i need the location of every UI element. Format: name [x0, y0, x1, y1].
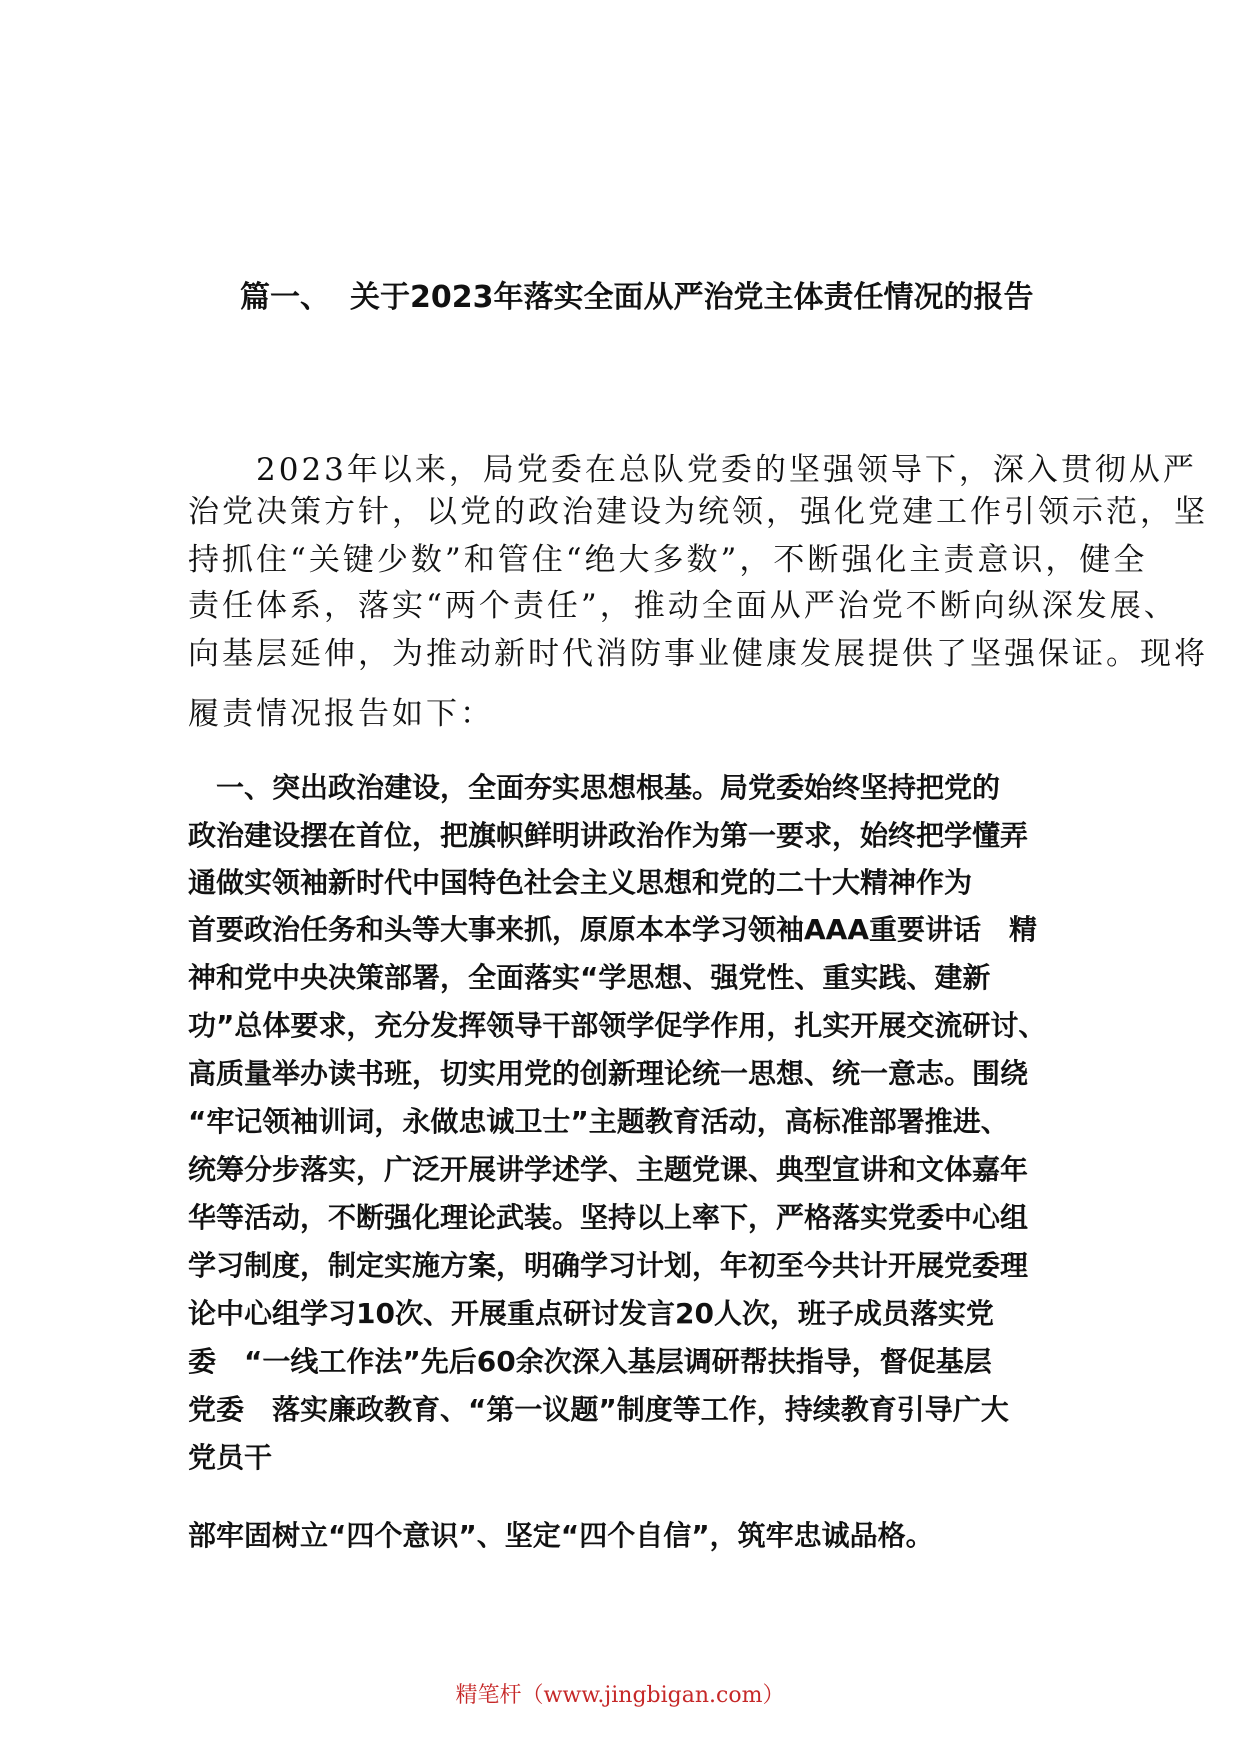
footer-watermark-link[interactable]: 精笔杆（www.jingbigan.com）: [455, 1683, 785, 1708]
section-line: 政治建设摆在首位，把旗帜鲜明讲政治作为第一要求，始终把学懂弄: [188, 819, 1029, 852]
section-line: 首要政治任务和头等大事来抓，原原本本学习领袖AAA重要讲话 精: [188, 913, 1038, 946]
intro-line: 向基层延伸，为推动新时代消防事业健康发展提供了坚强保证。现将: [188, 636, 1208, 672]
title-text: 关于2023年落实全面从严治党主体责任情况的报告: [350, 280, 1034, 315]
section-line: 通做实领袖新时代中国特色社会主义思想和党的二十大精神作为: [188, 866, 973, 899]
intro-line: 治党决策方针，以党的政治建设为统领，强化党建工作引领示范，坚: [188, 494, 1208, 530]
section-line: 委 “一线工作法”先后60余次深入基层调研帮扶指导，督促基层: [188, 1345, 992, 1378]
intro-line: 2023年以来，局党委在总队党委的坚强领导下，深入贯彻从严: [188, 452, 1197, 488]
section-line: “牢记领袖训词，永做忠诚卫士”主题教育活动，高标准部署推进、: [188, 1105, 1009, 1138]
section-line: 论中心组学习10次、开展重点研讨发言20人次，班子成员落实党: [188, 1297, 994, 1330]
section-line: 高质量举办读书班，切实用党的创新理论统一思想、统一意志。围绕: [188, 1057, 1029, 1090]
intro-line: 责任体系，落实“两个责任”，推动全面从严治党不断向纵深发展、: [188, 588, 1178, 624]
section-line: 党员干: [188, 1441, 273, 1474]
title-prefix: 篇一、: [240, 280, 330, 315]
section-line: 学习制度，制定实施方案，明确学习计划，年初至今共计开展党委理: [188, 1249, 1029, 1282]
intro-line: 持抓住“关键少数”和管住“绝大多数”，不断强化主责意识，健全: [188, 542, 1148, 578]
section-line: 部牢固树立“四个意识”、坚定“四个自信”，筑牢忠诚品格。: [188, 1519, 934, 1552]
section-line: 华等活动，不断强化理论武装。坚持以上率下，严格落实党委中心组: [188, 1201, 1029, 1234]
section-line: 统筹分步落实，广泛开展讲学述学、主题党课、典型宣讲和文体嘉年: [188, 1153, 1029, 1186]
section-line: 功”总体要求，充分发挥领导干部领学促学作用，扎实开展交流研讨、: [188, 1009, 1047, 1042]
section-line: 神和党中央决策部署，全面落实“学思想、强党性、重实践、建新: [188, 961, 991, 994]
section-line: 一、突出政治建设，全面夯实思想根基。局党委始终坚持把党的: [188, 771, 1001, 804]
section-line: 党委 落实廉政教育、“第一议题”制度等工作，持续教育引导广大: [188, 1393, 1009, 1426]
document-title: [240, 278, 1034, 318]
intro-line: 履责情况报告如下：: [188, 696, 494, 732]
